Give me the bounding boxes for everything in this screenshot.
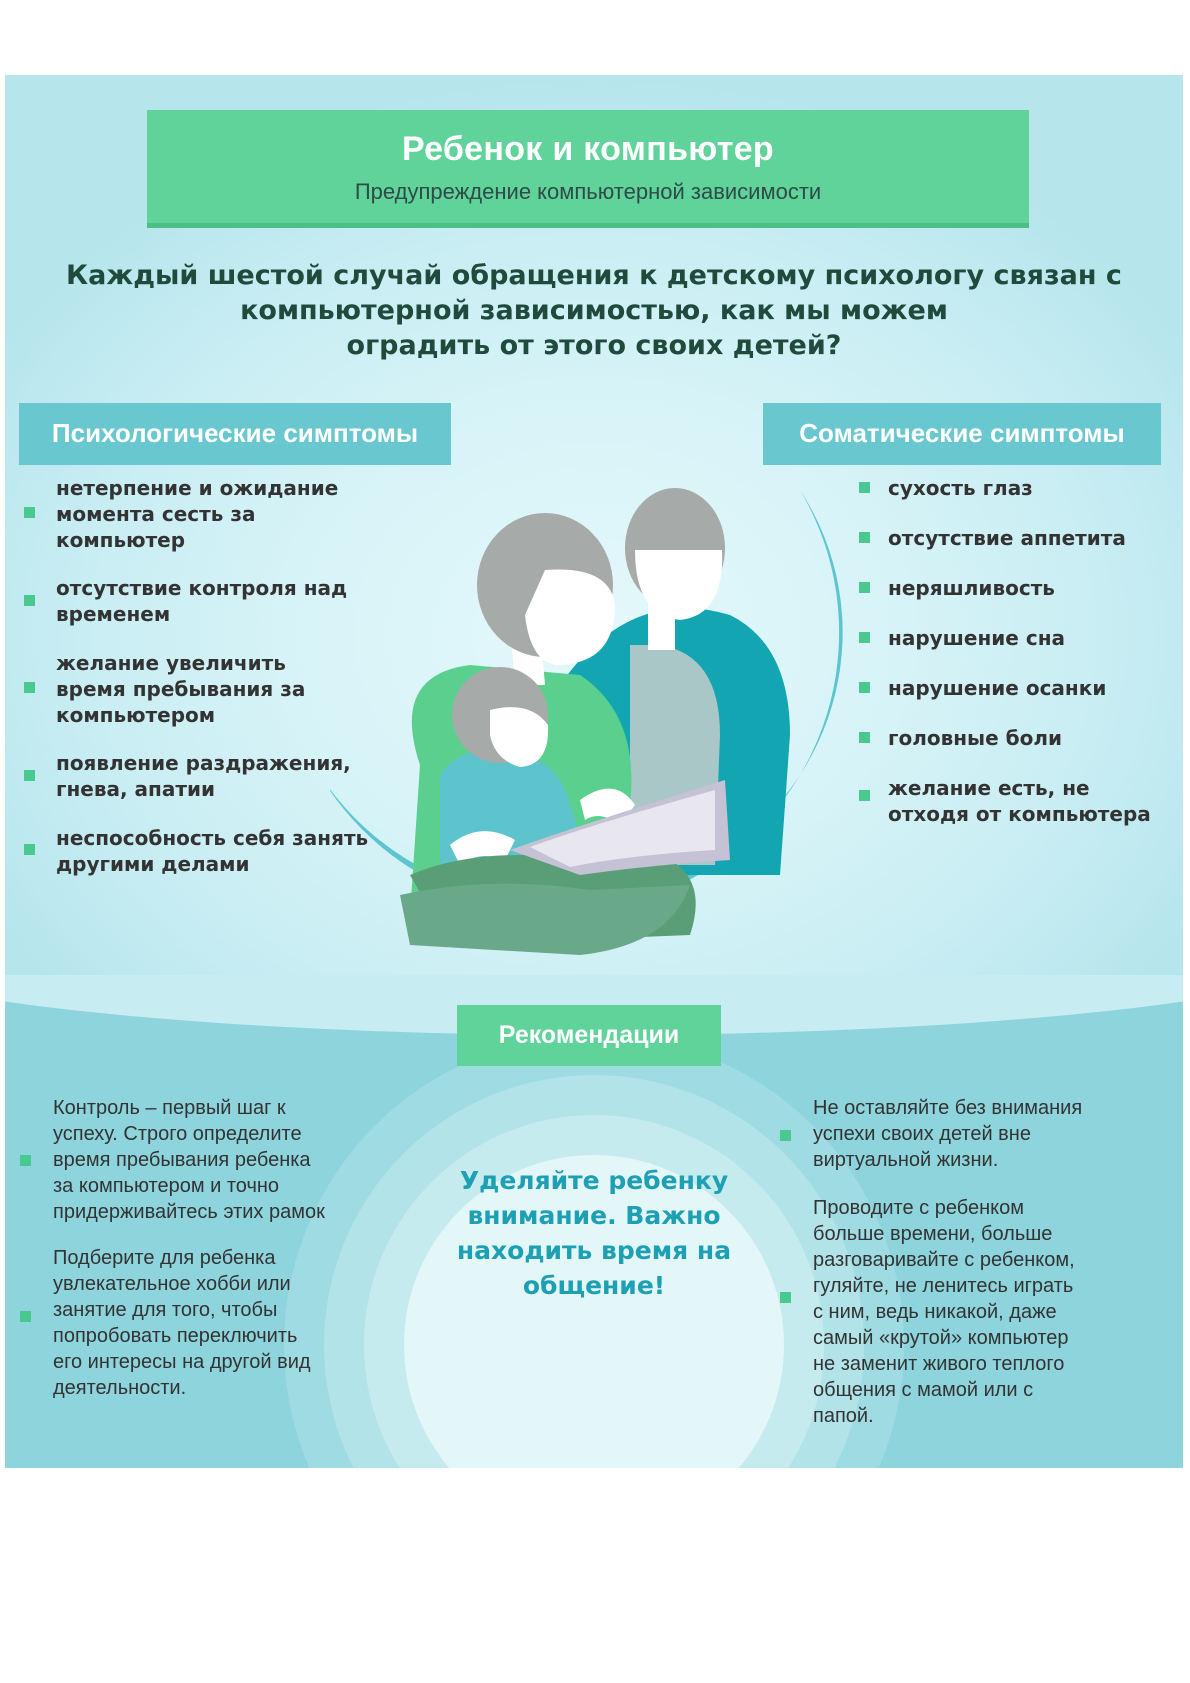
recommendation-line: разговаривайте с ребенком, (813, 1249, 1075, 1271)
recommendation-line: время пребывания ребенка (53, 1149, 311, 1171)
recommendation-line: Не оставляйте без внимания (813, 1097, 1083, 1119)
recommendation-line: с ним, ведь никакой, даже (813, 1301, 1057, 1323)
recommendation-line: Контроль – первый шаг к (53, 1097, 286, 1119)
symptom-item (56, 750, 351, 802)
recommendation-line: виртуальной жизни. (813, 1149, 999, 1171)
symptom-line: компьютером (56, 703, 216, 727)
recommendation-item (813, 1095, 1082, 1173)
symptom-line: отсутствие аппетита (888, 526, 1126, 550)
symptom-line: желание есть, не (888, 776, 1090, 800)
bullet-marker (859, 482, 870, 493)
bullet-marker (859, 682, 870, 693)
recommendation-line: самый «крутой» компьютер (813, 1327, 1069, 1349)
bullet-marker (24, 844, 35, 855)
bullet-marker (24, 770, 35, 781)
recommendation-line: деятельности. (53, 1377, 187, 1399)
bullet-marker (20, 1155, 31, 1166)
page-title: Ребенок и компьютер (401, 130, 774, 168)
symptom-item (888, 625, 1065, 651)
symptom-line: временем (56, 602, 171, 626)
recommendation-line: попробовать переключить (53, 1325, 298, 1347)
bullet-marker (24, 682, 35, 693)
bullet-marker (20, 1311, 31, 1322)
symptom-line: сухость глаз (888, 476, 1033, 500)
center-message-line: внимание. Важно (467, 1201, 721, 1230)
recommendation-line: общения с мамой или с (813, 1379, 1034, 1401)
bullet-marker (780, 1292, 791, 1303)
recommendation-line: Проводите с ребенком (813, 1197, 1024, 1219)
center-message-line: Уделяйте ребенку (459, 1166, 729, 1195)
bullet-marker (859, 632, 870, 643)
symptom-item (56, 650, 305, 728)
lead-line: компьютерной зависимостью, как мы можем (240, 295, 948, 326)
symptom-line: появление раздражения, (56, 751, 351, 775)
somatic-symptoms-heading: Соматические симптомы (763, 403, 1161, 465)
recommendation-line: не заменит живого теплого (813, 1353, 1065, 1375)
recommendations-heading: Рекомендации (457, 1005, 721, 1066)
symptom-item (56, 575, 347, 627)
bullet-marker (24, 507, 35, 518)
recommendation-line: занятие для того, чтобы (53, 1299, 278, 1321)
infographic (5, 75, 1183, 1468)
lap-front (400, 884, 690, 955)
family-illustration (330, 475, 870, 1035)
symptom-line: неряшливость (888, 576, 1055, 600)
lead-line: Каждый шестой случай обращения к детскому психологу связан с (66, 260, 1122, 291)
symptom-line: желание увеличить (56, 651, 286, 675)
symptom-line: время пребывания за (56, 677, 306, 701)
recommendation-item (53, 1245, 311, 1401)
bullet-marker (859, 582, 870, 593)
symptom-line: нетерпение и ожидание (56, 476, 339, 500)
symptom-line: компьютер (56, 528, 186, 552)
symptom-line: неспособность себя занять (56, 826, 369, 850)
recommendation-item (813, 1195, 1075, 1429)
symptom-item (56, 825, 368, 877)
symptom-line: гнева, апатии (56, 777, 215, 801)
symptom-line: отходя от компьютера (888, 802, 1151, 826)
symptom-line: отсутствие контроля над (56, 576, 348, 600)
symptom-item (888, 775, 1151, 827)
recommendation-line: увлекательное хобби или (53, 1273, 291, 1295)
bullet-marker (859, 790, 870, 801)
lead-question (65, 258, 1123, 363)
recommendation-line: папой. (813, 1405, 874, 1427)
recommendation-item (53, 1095, 325, 1225)
symptom-line: головные боли (888, 726, 1063, 750)
symptom-line: нарушение сна (888, 626, 1066, 650)
symptom-line: нарушение осанки (888, 676, 1107, 700)
recommendation-line: его интересы на другой вид (53, 1351, 311, 1373)
symptom-item (888, 525, 1126, 551)
recommendation-line: придерживайтесь этих рамок (53, 1201, 325, 1223)
recommendation-line: гуляйте, не ленитесь играть (813, 1275, 1074, 1297)
symptom-line: момента сесть за (56, 502, 256, 526)
bullet-marker (780, 1130, 791, 1141)
center-message-line: общение! (522, 1271, 666, 1300)
bullet-marker (859, 532, 870, 543)
recommendation-line: успехи своих детей вне (813, 1123, 1031, 1145)
center-message (449, 1163, 739, 1303)
symptom-item (888, 725, 1062, 751)
symptom-item (888, 475, 1033, 501)
symptom-line: другими делами (56, 852, 250, 876)
bullet-marker (24, 595, 35, 606)
page-subtitle: Предупреждение компьютерной зависимости (354, 179, 822, 204)
psych-symptoms-heading: Психологические симптомы (19, 403, 451, 465)
recommendation-line: за компьютером и точно (53, 1175, 280, 1197)
recommendation-line: больше времени, больше (813, 1223, 1053, 1245)
symptom-item (56, 475, 338, 553)
header-banner (147, 110, 1029, 228)
symptom-item (888, 575, 1055, 601)
symptom-item (888, 675, 1106, 701)
bullet-marker (859, 732, 870, 743)
recommendation-line: Подберите для ребенка (53, 1247, 276, 1269)
center-message-line: находить время на (456, 1236, 732, 1265)
lead-line: оградить от этого своих детей? (346, 330, 842, 361)
recommendation-line: успеху. Строго определите (53, 1123, 302, 1145)
